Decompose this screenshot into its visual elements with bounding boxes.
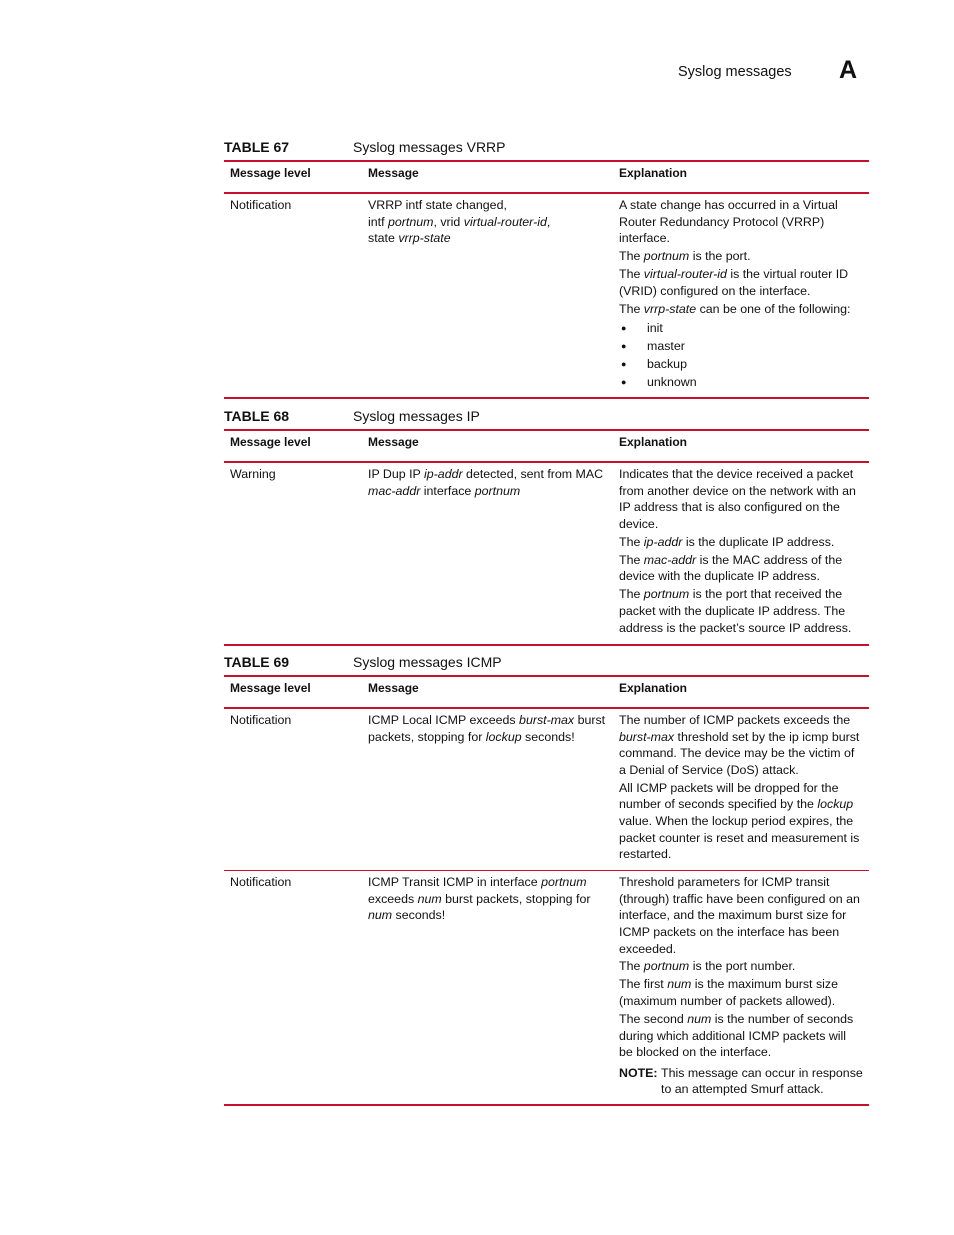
variable-text: vrrp-state <box>398 231 451 246</box>
message-line <box>368 197 607 214</box>
variable-text: mac-addr <box>368 483 421 498</box>
text-run: detected, sent from MAC <box>462 467 604 481</box>
text-run: burst packets, stopping for <box>368 713 606 744</box>
text-run: , <box>546 214 551 229</box>
col-header-message-level: Message level <box>224 676 362 708</box>
text-run: The <box>619 534 644 549</box>
explanation-paragraph <box>619 1011 863 1061</box>
col-header-message: Message <box>362 676 613 708</box>
message-level-cell: Warning <box>224 462 362 645</box>
table-68-caption <box>224 408 869 428</box>
table-row <box>224 193 869 398</box>
text-run: interface <box>420 483 475 498</box>
text-run: The <box>619 552 644 567</box>
variable-text: burst-max <box>619 729 675 744</box>
col-header-message: Message <box>362 161 613 193</box>
variable-text: num <box>667 977 692 992</box>
table-69-caption <box>224 654 869 674</box>
text-run: state <box>368 231 399 246</box>
text-run: is the port. <box>689 249 751 264</box>
table-68 <box>224 429 869 646</box>
text-run: The first <box>619 977 668 992</box>
table-title: Syslog messages IP <box>353 408 480 424</box>
text-run: ICMP Local ICMP exceeds <box>368 713 520 727</box>
variable-text: virtual-router-id <box>643 267 727 282</box>
text-run: VRRP intf state changed, <box>368 198 507 212</box>
explanation-cell <box>613 462 869 645</box>
text-run: IP Dup IP <box>368 467 425 481</box>
table-title: Syslog messages VRRP <box>353 139 506 155</box>
col-header-explanation: Explanation <box>613 161 869 193</box>
table-69 <box>224 675 869 1106</box>
explanation-paragraph <box>619 958 863 975</box>
message-cell <box>362 871 613 1105</box>
variable-text: num <box>687 1012 712 1027</box>
appendix-letter: A <box>839 56 858 84</box>
text-run: The <box>619 267 644 282</box>
text-run: is the maximum burst size (maximum number of packets allowed). <box>619 977 838 1009</box>
text-run: seconds! <box>392 908 446 923</box>
text-run: The second <box>619 1012 688 1027</box>
explanation-paragraph <box>619 266 863 299</box>
explanation-paragraph <box>619 197 863 247</box>
text-run: is the virtual router ID (VRID) configured on the interface. <box>619 267 849 298</box>
col-header-explanation: Explanation <box>613 676 869 708</box>
variable-text: portnum <box>387 214 434 229</box>
explanation-paragraph <box>619 780 863 863</box>
explanation-paragraph <box>619 301 863 318</box>
explanation-paragraph <box>619 552 863 585</box>
variable-text: virtual-router-id <box>463 214 547 229</box>
text-run: seconds! <box>521 729 575 744</box>
text-run: ICMP Transit ICMP in interface <box>368 875 542 890</box>
message-level-cell: Notification <box>224 193 362 398</box>
variable-text: mac-addr <box>643 552 697 567</box>
explanation-paragraph <box>619 874 863 957</box>
text-run: burst packets, stopping for <box>441 891 591 906</box>
text-run: command. The device may be the victim of a Denial of Service (DoS) attack. <box>619 746 855 777</box>
message-line <box>368 230 607 247</box>
table-number: TABLE 68 <box>224 408 290 424</box>
variable-text: portnum <box>474 483 521 498</box>
variable-text: vrrp-state <box>643 301 697 316</box>
note <box>619 1065 863 1098</box>
text-run: intf <box>368 214 388 229</box>
message-line <box>368 712 607 745</box>
variable-text: portnum <box>643 249 690 264</box>
state-list <box>619 319 863 391</box>
variable-text: lockup <box>485 729 522 744</box>
variable-text: portnum <box>541 875 587 890</box>
col-header-explanation: Explanation <box>613 430 869 462</box>
explanation-paragraph <box>619 712 863 778</box>
text-run: The <box>619 249 644 264</box>
variable-text: portnum <box>643 587 690 602</box>
table-67-caption <box>224 139 869 159</box>
col-header-message-level: Message level <box>224 161 362 193</box>
text-run: is the number of seconds during which additional ICMP packets will be blocked on the interface. <box>619 1012 854 1060</box>
variable-text: lockup <box>817 797 854 812</box>
running-header-title: Syslog messages <box>678 64 792 80</box>
explanation-paragraph <box>619 976 863 1009</box>
text-run: A state change has occurred in a Virtual Router Redundancy Protocol (VRRP) interface. <box>619 198 838 246</box>
text-run: Indicates that the device received a packet from another device on the network with an IP address that is also configured on the device. <box>619 467 856 531</box>
message-level-cell: Notification <box>224 871 362 1105</box>
table-row <box>224 708 869 871</box>
message-line <box>368 466 607 499</box>
message-line <box>368 214 607 231</box>
explanation-paragraph <box>619 534 863 551</box>
message-cell <box>362 193 613 398</box>
table-number: TABLE 69 <box>224 654 290 670</box>
explanation-paragraph <box>619 466 863 532</box>
message-line <box>368 874 607 924</box>
command-text: ip icmp burst <box>789 729 860 744</box>
text-run: is the duplicate IP address. <box>682 534 835 549</box>
message-level-cell: Notification <box>224 708 362 871</box>
explanation-cell <box>613 193 869 398</box>
table-row <box>224 871 869 1105</box>
text-run: exceeds <box>368 891 418 906</box>
table-67 <box>224 160 869 399</box>
explanation-paragraph <box>619 248 863 265</box>
list-item: ● backup <box>619 355 863 373</box>
text-run: is the port number. <box>689 959 796 974</box>
text-run: The number of ICMP packets exceeds the <box>619 713 851 727</box>
text-run: , vrid <box>433 214 464 229</box>
list-item: ● unknown <box>619 373 863 391</box>
variable-text: ip-addr <box>424 467 463 481</box>
text-run: All ICMP packets will be dropped for the number of seconds specified by the <box>619 780 839 812</box>
text-run: value. When the lockup period expires, the packet counter is reset and measurement is restarted. <box>619 813 860 862</box>
text-run: The <box>619 301 644 316</box>
text-run: is the MAC address of the device with the duplicate IP address. <box>619 552 843 584</box>
variable-text: ip-addr <box>643 534 683 549</box>
text-run: threshold set by the <box>674 729 790 744</box>
text-run: The <box>619 587 644 602</box>
explanation-cell <box>613 871 869 1105</box>
note-label: NOTE: <box>619 1065 658 1080</box>
text-run: Threshold parameters for ICMP transit (through) traffic have been configured on an interface, and the maximum burst size for ICMP packets on the interface has been exceeded. <box>619 875 860 956</box>
variable-text: num <box>368 908 393 923</box>
table-row <box>224 462 869 645</box>
text-run: is the port that received the packet with the duplicate IP address. The address is the packet’s source IP address. <box>619 587 852 635</box>
variable-text: burst-max <box>519 713 575 727</box>
message-cell <box>362 708 613 871</box>
message-cell <box>362 462 613 645</box>
table-title: Syslog messages ICMP <box>353 654 502 670</box>
explanation-cell <box>613 708 869 871</box>
table-number: TABLE 67 <box>224 139 290 155</box>
text-run: The <box>619 959 644 974</box>
variable-text: portnum <box>643 959 690 974</box>
note-text: This message can occur in response to an attempted Smurf attack. <box>661 1065 863 1097</box>
explanation-paragraph <box>619 586 863 636</box>
text-run: can be one of the following: <box>696 301 851 316</box>
col-header-message-level: Message level <box>224 430 362 462</box>
list-item: ● master <box>619 337 863 355</box>
list-item: ● init <box>619 319 863 337</box>
variable-text: num <box>417 891 442 906</box>
col-header-message: Message <box>362 430 613 462</box>
